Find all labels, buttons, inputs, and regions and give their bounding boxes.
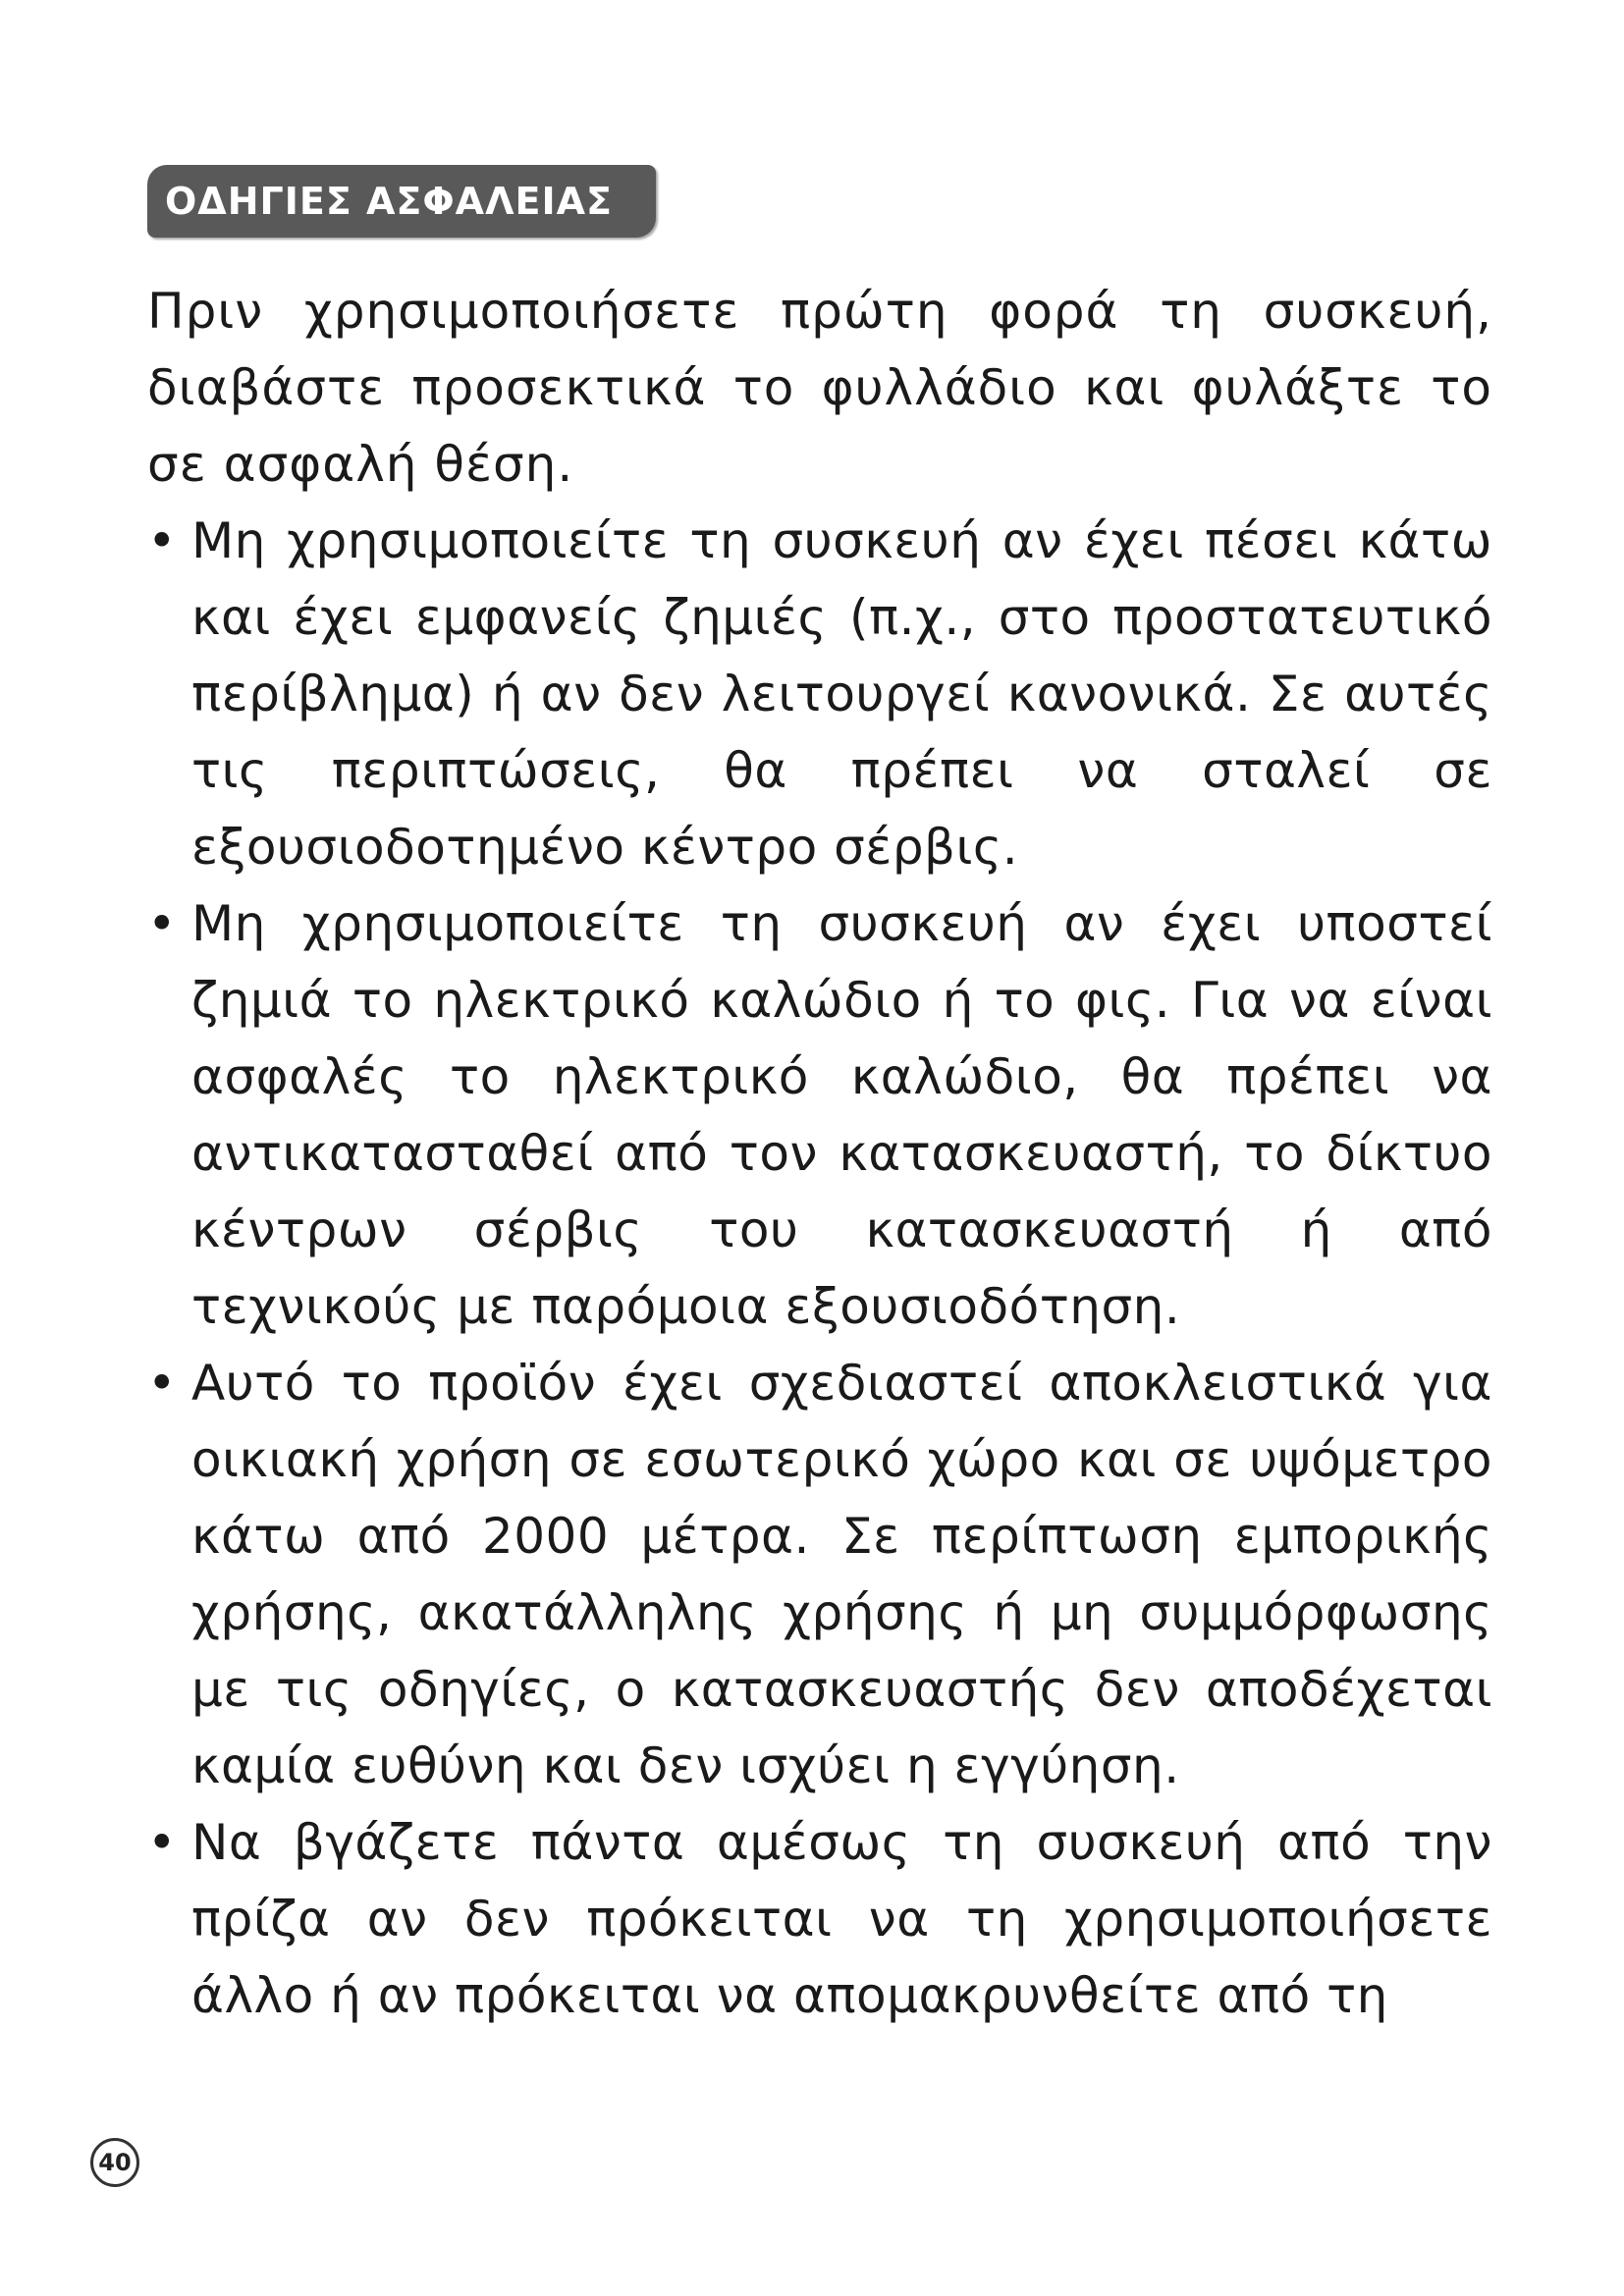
bullet-icon: • — [147, 512, 177, 569]
bullet-item — [147, 1804, 1492, 2034]
bullet-text: Αυτό το προϊόν έχει σχεδιαστεί αποκλειστικά για οικιακή χρήση σε εσωτερικό χώρο και σε υψόμετρο κάτω από 2000 μέτρα. Σε περίπτωση εμπορικής χρήσης, ακατάλληλης χρήσης ή μη συμμόρφωσης με τις οδηγίες, ο κατασκευαστής δεν αποδέχεται καμία ευθύνη και δεν ισχύει η εγγύηση. — [191, 1355, 1492, 1794]
safety-instructions-content — [147, 273, 1492, 2034]
bullet-icon: • — [147, 1814, 177, 1871]
bullet-text: Μη χρησιμοποιείτε τη συσκευή αν έχει υποστεί ζημιά το ηλεκτρικό καλώδιο ή το φις. Για να είναι ασφαλές το ηλεκτρικό καλώδιο, θα πρέπει να αντικατασταθεί από τον κατασκευαστή, το δίκτυο κέντρων σέρβις του κατασκευαστή ή από τεχνικούς με παρόμοια εξουσιοδότηση. — [191, 895, 1492, 1335]
page-number-badge: 40 — [90, 2138, 139, 2187]
bullet-item — [147, 885, 1492, 1345]
bullet-icon: • — [147, 1355, 177, 1412]
intro-paragraph: Πριν χρησιμοποιήσετε πρώτη φορά τη συσκευή, διαβάστε προσεκτικά το φυλλάδιο και φυλάξτε το σε ασφαλή θέση. — [147, 283, 1492, 493]
bullet-item — [147, 503, 1492, 885]
bullet-text: Να βγάζετε πάντα αμέσως τη συσκευή από την πρίζα αν δεν πρόκειται να τη χρησιμοποιήσετε άλλο ή αν πρόκειται να απομακρυνθείτε από τη — [191, 1814, 1492, 2024]
bullet-text: Μη χρησιμοποιείτε τη συσκευή αν έχει πέσει κάτω και έχει εμφανείς ζημιές (π.χ., στο προστατευτικό περίβλημα) ή αν δεν λειτουργεί κανονικά. Σε αυτές τις περιπτώσεις, θα πρέπει να σταλεί σε εξουσιοδοτημένο κέντρο σέρβις. — [191, 512, 1492, 876]
bullet-item — [147, 1345, 1492, 1804]
safety-bullet-list — [147, 503, 1492, 2034]
bullet-icon: • — [147, 895, 177, 952]
section-title-badge: ΟΔΗΓΙΕΣ ΑΣΦΑΛΕΙΑΣ — [147, 165, 656, 238]
